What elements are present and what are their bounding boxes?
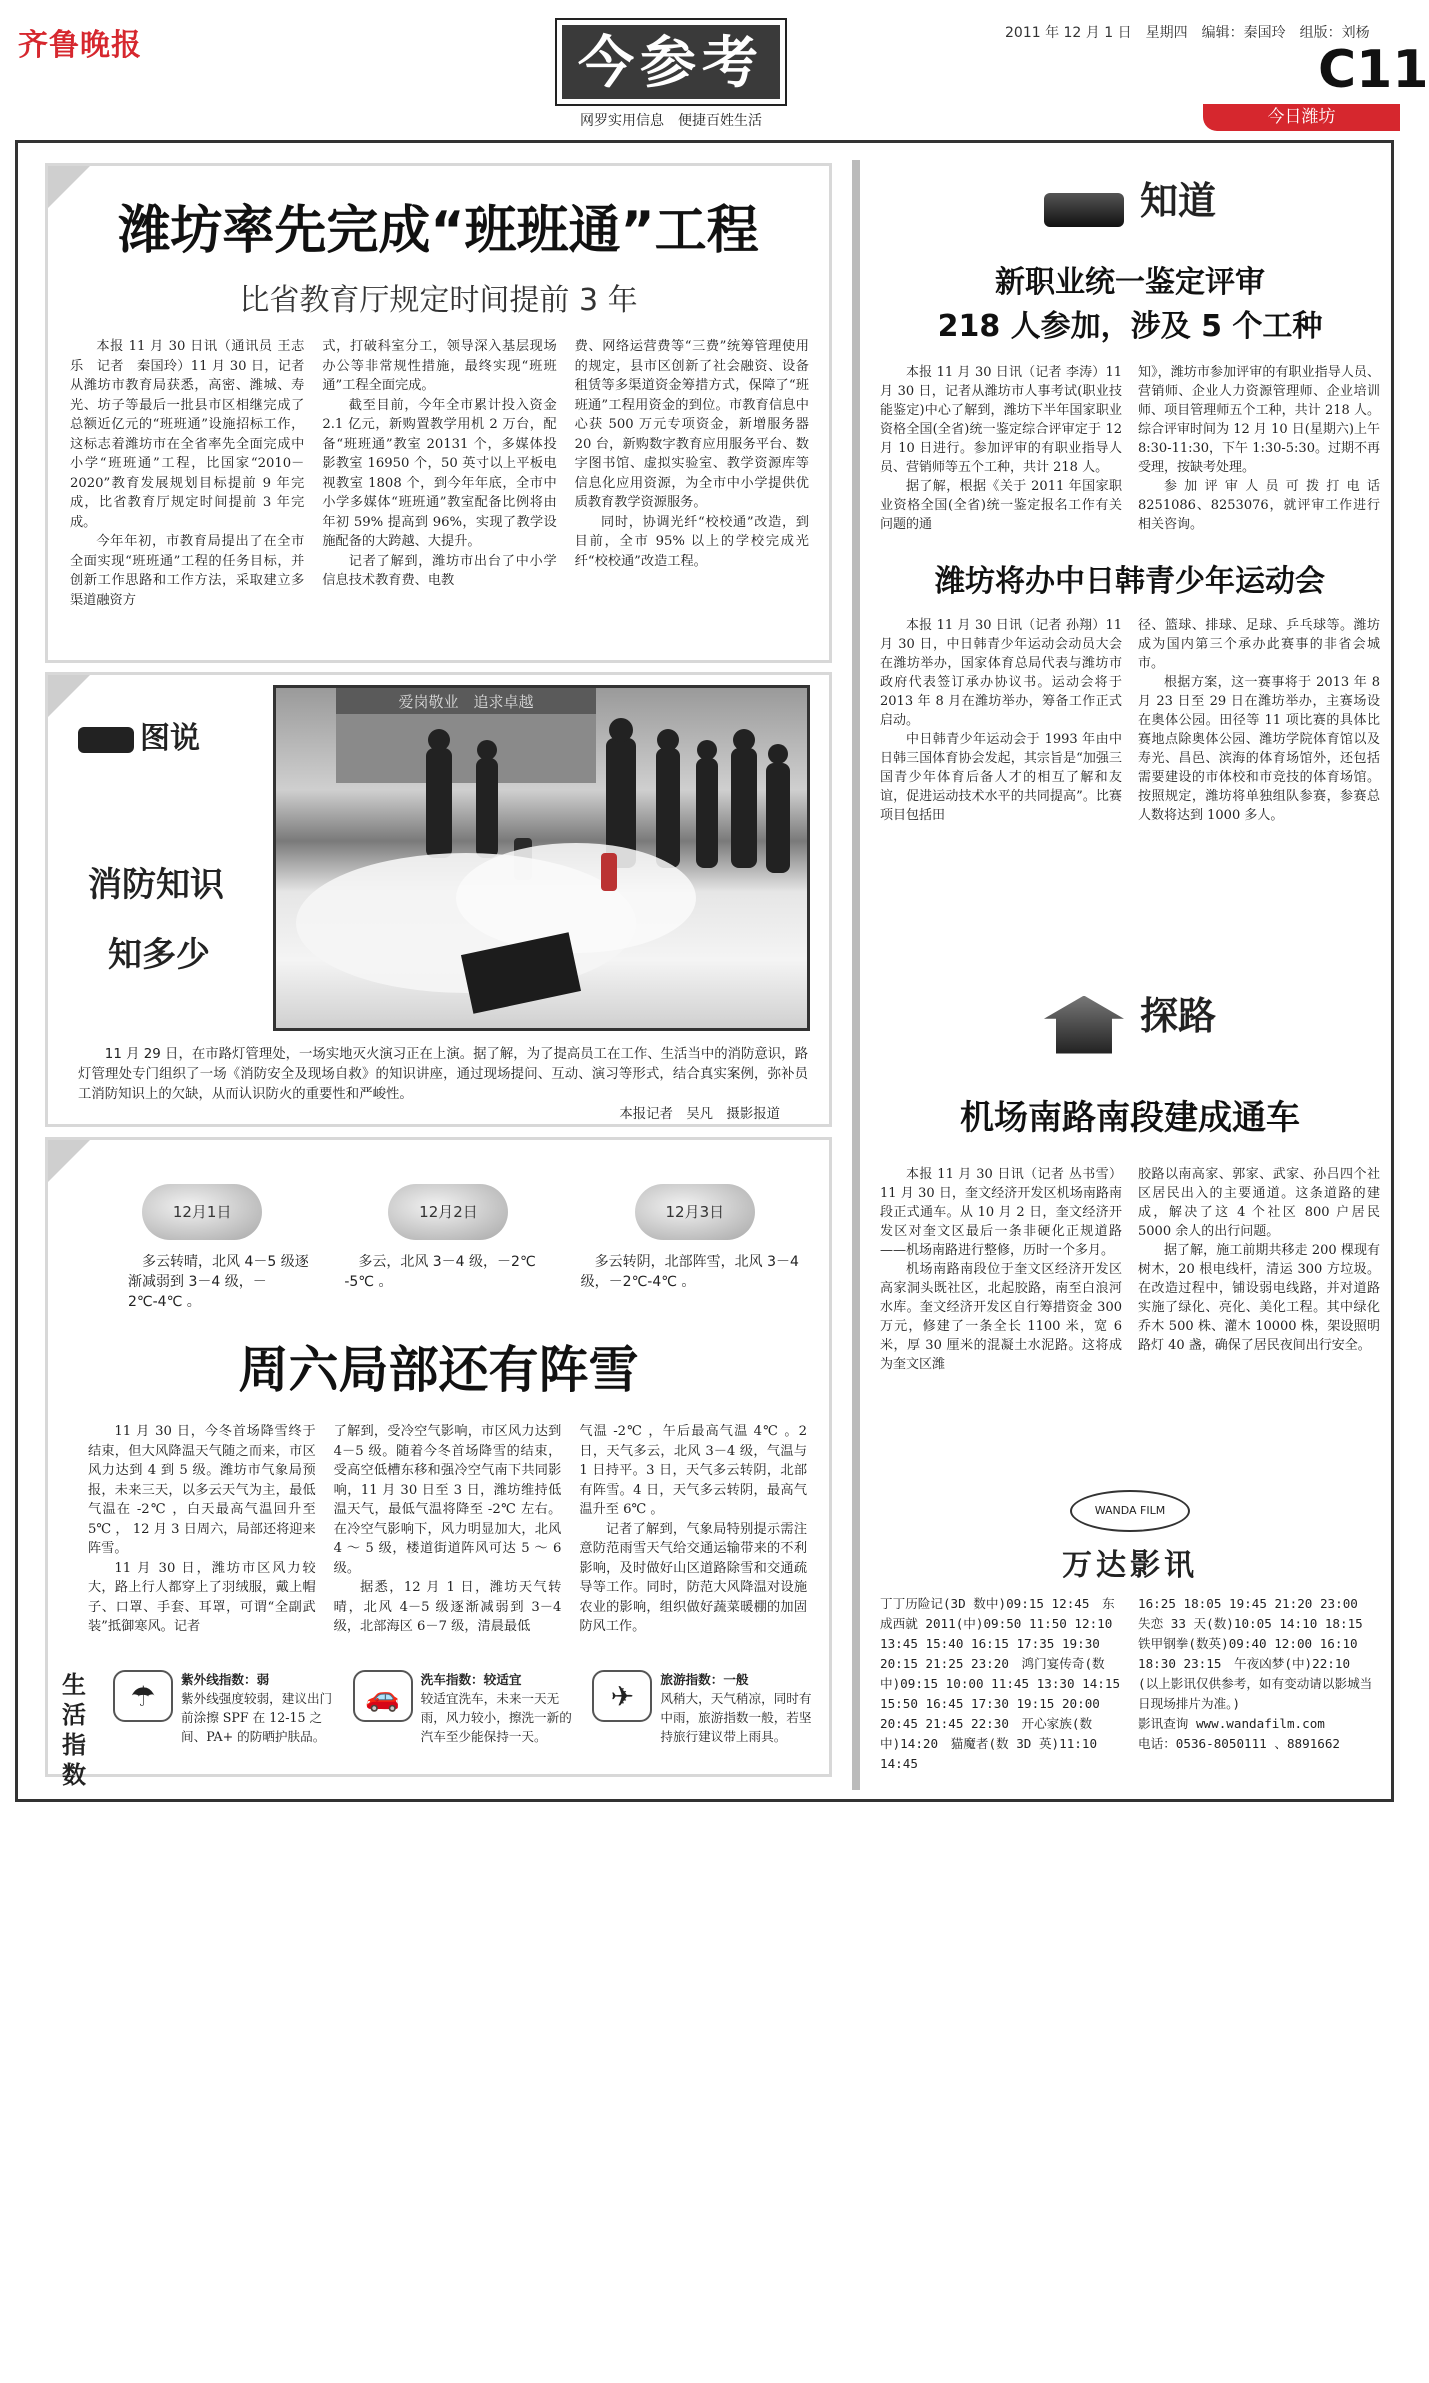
zhidao-label: 知道 bbox=[1139, 179, 1216, 223]
photo-credit: 本报记者 吴凡 摄影报道 bbox=[619, 1107, 780, 1122]
section-title: 今参考 bbox=[562, 25, 780, 99]
index-title: 洗车指数：较适宜 bbox=[420, 1672, 522, 1687]
title-line: 218 人参加，涉及 5 个工种 bbox=[937, 308, 1323, 344]
paragraph: 费、网络运营费等“三费”统筹管理使用的规定，县市区创新了社会融资、设备租赁等多渠道资金筹措方式，保障了“班班通”工程用资金的到位。市教育信息中心获 500 万元专项资金，新增服务器 20 台，新购数字教育应用服务平台、数字图书馆、虚拟实验室、教学资源库等信息化应用资源，为全市中小学提供优质教育教学资源服务。 bbox=[574, 339, 809, 510]
paragraph: 本报 11 月 30 日讯（记者 李涛）11 月 30 日，记者从潍坊市人事考试(职业技能鉴定)中心了解到，潍坊下半年国家职业资格全国(全省)统一鉴定综合评审定于 12 月 10 日进行。参加评审的有职业指导人员、营销师等五个工种，共计 218 人。 bbox=[880, 364, 1122, 475]
tanlu-header bbox=[880, 985, 1380, 1054]
paragraph: 知》，潍坊市参加评审的有职业指导人员、营销师、企业人力资源管理师、企业培训师、项目管理师五个工种，共计 218 人。综合评审时间为 12 月 10 日(星期六)上午 8:30-11:30，下午 1:30-5:30。过期不再受理，按缺考处理。 bbox=[1138, 364, 1380, 475]
forecast-desc: 多云转晴，北风 4－5 级逐渐减弱到 3－4 级，－2℃-4℃ 。 bbox=[128, 1254, 309, 1310]
paragraph: 了解到，受冷空气影响，市区风力达到 4－5 级。随着今冬首场降雪的结束，受高空低槽东移和强冷空气南下共同影响，11 月 30 日至 3 日，潍坊维持低温天气，最低气温将降至 -2℃ 左右。在冷空气影响下，风力明显加大，北风 4 ～ 5 级，楼道街道阵风可达 5 ～ 6 级。 bbox=[333, 1424, 562, 1576]
article-body bbox=[48, 319, 829, 610]
column-divider bbox=[852, 160, 860, 1790]
paragraph: 机场南路南段位于奎文区经济开发区高家洞头既社区，北起胶路，南至白浪河水库。奎文经济开发区自行筹措资金 300 万元，修建了一条全长 1100 米，宽 6 米，厚 30 厘米的混凝土水泥路。这将成为奎文区潍 bbox=[880, 1261, 1122, 1372]
index-title: 紫外线指数：弱 bbox=[181, 1672, 270, 1687]
photo-story bbox=[45, 672, 832, 1127]
cinema-phone: 电话：0536-8050111 、8891662 bbox=[1138, 1736, 1341, 1751]
snow-cloud-icon: 12月3日 bbox=[635, 1184, 755, 1240]
section-title-box bbox=[555, 18, 787, 106]
forecast-day bbox=[581, 1184, 809, 1312]
paragraph: 本报 11 月 30 日讯（通讯员 王志乐 记者 秦国玲）11 月 30 日，记者从潍坊市教育局获悉，高密、潍城、寿光、坊子等最后一批县市区相继完成了总额近亿元的“班班通”设施招标工作，这标志着潍坊市在全省率先全面完成中小学“班班通”工程，比国家“2010－2020”教育发展规划目标提前 9 年完成，比省教育厅规定时间提前 3 年完成。 bbox=[70, 339, 305, 530]
zhidao-header bbox=[880, 170, 1380, 227]
paragraph: 据了解，施工前期共移走 200 棵现有树木，20 根电线杆，清运 300 方垃圾。在改造过程中，铺设弱电线路，并对道路实施了绿化、亮化、美化工程。其中绿化乔木 500 株、灌木 10000 株，架设照明路灯 40 盏，确保了居民夜间出行安全。 bbox=[1138, 1242, 1380, 1353]
zhidao-a2-body bbox=[880, 616, 1380, 825]
wanda-logo: WANDA FILM bbox=[1070, 1490, 1190, 1532]
photo-story-label: 图说 bbox=[140, 721, 200, 756]
showtimes: 丁丁历险记(3D 数中)09:15 12:45 东成西就 2011(中)09:50 11:50 12:10 13:45 15:40 16:15 17:35 19:30 20:15 21:25 23:20 鸿门宴传奇(数中)09:15 10:00 11:45 13:30 14:15 15:50 16:45 17:30 19:15 20:00 20:45 21:45 22:30 开心家族(数中)14:20 猫魔者(数 3D 英)11:10 14:45 bbox=[880, 1596, 1121, 1771]
fire-drill-photo bbox=[273, 685, 810, 1031]
cinema-note: (以上影讯仅供参考，如有变动请以影城当日现场排片为准。) bbox=[1138, 1676, 1373, 1711]
paragraph: 据悉，12 月 1 日，潍坊天气转晴，北风 4－5 级逐渐减弱到 3－4 级，北部海区 6－7 级，清晨最低 bbox=[333, 1580, 562, 1634]
paragraph: 中日韩青少年运动会于 1993 年由中日韩三国体育协会发起，其宗旨是“加强三国青少年体育后备人才的相互了解和友谊，促进运动技术水平的共同提高”。比赛项目包括田 bbox=[880, 731, 1122, 823]
photo-scene bbox=[276, 688, 807, 1028]
cloud-icon: 12月2日 bbox=[388, 1184, 508, 1240]
article-subtitle: 比省教育厅规定时间提前 3 年 bbox=[239, 283, 638, 318]
photo-title-line: 消防知识 bbox=[88, 865, 224, 905]
car-wash-index bbox=[353, 1670, 579, 1746]
gate-tower-icon bbox=[1044, 996, 1124, 1054]
usb-drive-icon bbox=[1044, 193, 1124, 227]
tanlu-title: 机场南路南段建成通车 bbox=[960, 1097, 1300, 1138]
zhidao-title bbox=[880, 261, 1380, 349]
title-line: 新职业统一鉴定评审 bbox=[995, 264, 1265, 300]
weather-body bbox=[48, 1402, 829, 1637]
travel-index bbox=[592, 1670, 818, 1746]
paragraph: 今年年初，市教育局提出了在全市全面实现“班班通”工程的任务目标，并创新工作思路和工作方法，采取建立多渠道融资方 bbox=[70, 534, 305, 608]
cloud-icon: 12月1日 bbox=[142, 1184, 262, 1240]
photo-title-line: 知多少 bbox=[108, 935, 210, 975]
showtimes: 16:25 18:05 19:45 21:20 23:00 失恋 33 天(数)10:05 14:10 18:15 铁甲钢拳(数英)09:40 12:00 16:10 18:30 23:15 午夜凶梦(中)22:10 bbox=[1138, 1596, 1376, 1671]
life-index-label: 生活指数 bbox=[62, 1671, 86, 1789]
section-subtitle: 网罗实用信息 便捷百姓生活 bbox=[580, 113, 762, 129]
paragraph: 11 月 30 日，潍坊市区风力较大，路上行人都穿上了羽绒服，戴上帽子、口罩、手套、耳罩，可谓“全副武装”抵御寒风。记者 bbox=[88, 1560, 316, 1634]
date-line: 2011 年 12 月 1 日 星期四 编辑：秦国玲 组版：刘杨 bbox=[1005, 25, 1370, 41]
forecast-day bbox=[88, 1184, 316, 1312]
cinema-brand: 万达影讯 bbox=[1062, 1548, 1198, 1583]
paragraph: 11 月 30 日，今冬首场降雪终于结束，但大风降温天气随之而来，市区风力达到 4 到 5 级。潍坊市气象局预报，未来三天，以多云天气为主，最低气温在 -2℃ ，白天最高气温回升至 5℃ ， 12 月 3 日周六，局部还将迎来阵雪。 bbox=[88, 1424, 316, 1556]
paper-logo: 齐鲁晚报 bbox=[18, 28, 142, 63]
paragraph: 本报 11 月 30 日讯（记者 孙翔）11 月 30 日，中日韩青少年运动会动员大会在潍坊举办，国家体育总局代表与潍坊市政府代表签订承办协议书。运动会将于 2013 年 8 月在潍坊举办，筹备工作正式启动。 bbox=[880, 617, 1122, 728]
cinema-website[interactable]: 影讯查询 www.wandafilm.com bbox=[1138, 1716, 1325, 1731]
paragraph: 本报 11 月 30 日讯（记者 丛书雪）11 月 30 日，奎文经济开发区机场南路南段正式通车。从 10 月 2 日，奎文经济开发区对奎文区最后一条非硬化正规道路——机场南路进行整修，历时一个多月。 bbox=[880, 1166, 1122, 1258]
forecast-day bbox=[334, 1184, 562, 1312]
paragraph: 气温 -2℃ ，午后最高气温 4℃ 。2 日，天气多云，北风 3－4 级，气温与 1 日持平。3 日，天气多云转阴，北部有阵雪。4 日，天气多云转阴，最高气温升至 6℃ 。 bbox=[579, 1424, 808, 1517]
tanlu-label: 探路 bbox=[1139, 994, 1216, 1038]
page-number: C11 bbox=[1318, 40, 1429, 100]
region-tag: 今日潍坊 bbox=[1203, 104, 1400, 131]
index-text: 紫外线强度较弱，建议出门前涂擦 SPF 在 12-15 之间、PA+ 的防晒护肤品。 bbox=[181, 1691, 333, 1744]
paragraph: 参加评审人员可拨打电话 8251086、8253076，就评审工作进行相关咨询。 bbox=[1138, 478, 1380, 532]
index-text: 较适宜洗车，未来一天无雨，风力较小，擦洗一新的汽车至少能保持一天。 bbox=[420, 1691, 572, 1744]
index-title: 旅游指数：一般 bbox=[660, 1672, 749, 1687]
index-text: 风稍大，天气稍凉，同时有中雨，旅游指数一般，若坚持旅行建议带上雨具。 bbox=[660, 1691, 812, 1744]
paragraph: 据了解，根据《关于 2011 年国家职业资格全国(全省)统一鉴定报名工作有关问题的通 bbox=[880, 478, 1122, 532]
paragraph: 截至目前，今年全市累计投入资金 2.1 亿元，新购置教学用机 2 万台，配备“班班通”教室 20131 个，多媒体投影教室 16950 个，50 英寸以上平板电视教室 1808 个，到今年年底，全市中小学多媒体“班班通”教室配备比例将由年初 59% 提高到 96%，实现了教学设施配备的大跨越、大提升。 bbox=[322, 397, 557, 549]
paragraph: 记者了解到，气象局特别提示需注意防范雨雪天气给交通运输带来的不利影响，及时做好山区道路除雪和交通疏导等工作。同时，防范大风降温对设施农业的影响，组织做好蔬菜暖棚的加固防风工作。 bbox=[579, 1521, 808, 1634]
photo-label-icon bbox=[78, 727, 134, 753]
paragraph: 式，打破科室分工，领导深入基层现场办公等非常规性措施，最终实现“班班通”工程全面完成。 bbox=[322, 339, 557, 393]
life-indices bbox=[113, 1670, 818, 1746]
tanlu-section bbox=[880, 985, 1380, 1374]
cinema-listings bbox=[880, 1594, 1380, 1774]
paragraph: 根据方案，这一赛事将于 2013 年 8 月 23 日至 29 日在潍坊举办，主赛场设在奥体公园。田径等 11 项比赛的具体比赛地点除奥体公园、潍坊学院体育馆以及寿光、昌邑、滨海的体育场馆外，还包括需要建设的市体校和市竞技的体育场馆。按照规定，潍坊将单独组队参赛，参赛总人数将达到 1000 多人。 bbox=[1138, 674, 1380, 823]
photo-story-label-row bbox=[78, 713, 268, 757]
paragraph: 记者了解到，潍坊市出台了中小学信息技术教育费、电教 bbox=[322, 553, 557, 588]
article-banbantong bbox=[45, 163, 832, 663]
weather-headline: 周六局部还有阵雪 bbox=[238, 1341, 639, 1399]
forecast-desc: 多云转阴，北部阵雪，北风 3－4 级，－2℃-4℃ 。 bbox=[580, 1254, 799, 1290]
uv-icon: ☂ bbox=[113, 1670, 173, 1722]
zhidao-a1-body bbox=[880, 363, 1380, 534]
tanlu-body bbox=[880, 1165, 1380, 1374]
car-icon: 🚗 bbox=[353, 1670, 413, 1722]
forecast-desc: 多云，北风 3－4 级，－2℃ -5℃ 。 bbox=[344, 1254, 536, 1290]
paragraph: 径、篮球、排球、足球、乒乓球等。潍坊成为国内第三个承办此赛事的非省会城市。 bbox=[1138, 617, 1380, 671]
travel-icon: ✈ bbox=[592, 1670, 652, 1722]
weather-section bbox=[45, 1137, 832, 1789]
photo-caption bbox=[78, 1045, 808, 1125]
weather-forecast bbox=[48, 1140, 829, 1312]
zhidao-section bbox=[880, 150, 1380, 825]
photo-story-title bbox=[88, 850, 224, 990]
cinema-header bbox=[880, 1490, 1380, 1584]
zhidao-a2-title: 潍坊将办中日韩青少年运动会 bbox=[935, 563, 1325, 599]
paragraph: 同时，协调光纤“校校通”改造，到目前，全市 95% 以上的学校完成光纤“校校通”改造工程。 bbox=[574, 514, 809, 569]
cinema-section bbox=[880, 1490, 1380, 1774]
caption-text: 11 月 29 日，在市路灯管理处，一场实地灭火演习正在上演。据了解，为了提高员工在工作、生活当中的消防意识，路灯管理处专门组织了一场《消防安全及现场自救》的知识讲座，通过现场提问、互动、演习等形式，结合真实案例，弥补员工消防知识上的欠缺，从而认识防火的重要性和严峻性。 bbox=[78, 1047, 808, 1102]
paragraph: 胶路以南高家、郭家、武家、孙吕四个社区居民出入的主要通道。这条道路的建成，解决了这 4 个社区 800 户居民 5000 余人的出行问题。 bbox=[1138, 1166, 1380, 1239]
uv-index bbox=[113, 1670, 339, 1746]
building-sign: 爱岗敬业 追求卓越 bbox=[398, 693, 534, 711]
article-title: 潍坊率先完成“班班通”工程 bbox=[118, 201, 759, 261]
